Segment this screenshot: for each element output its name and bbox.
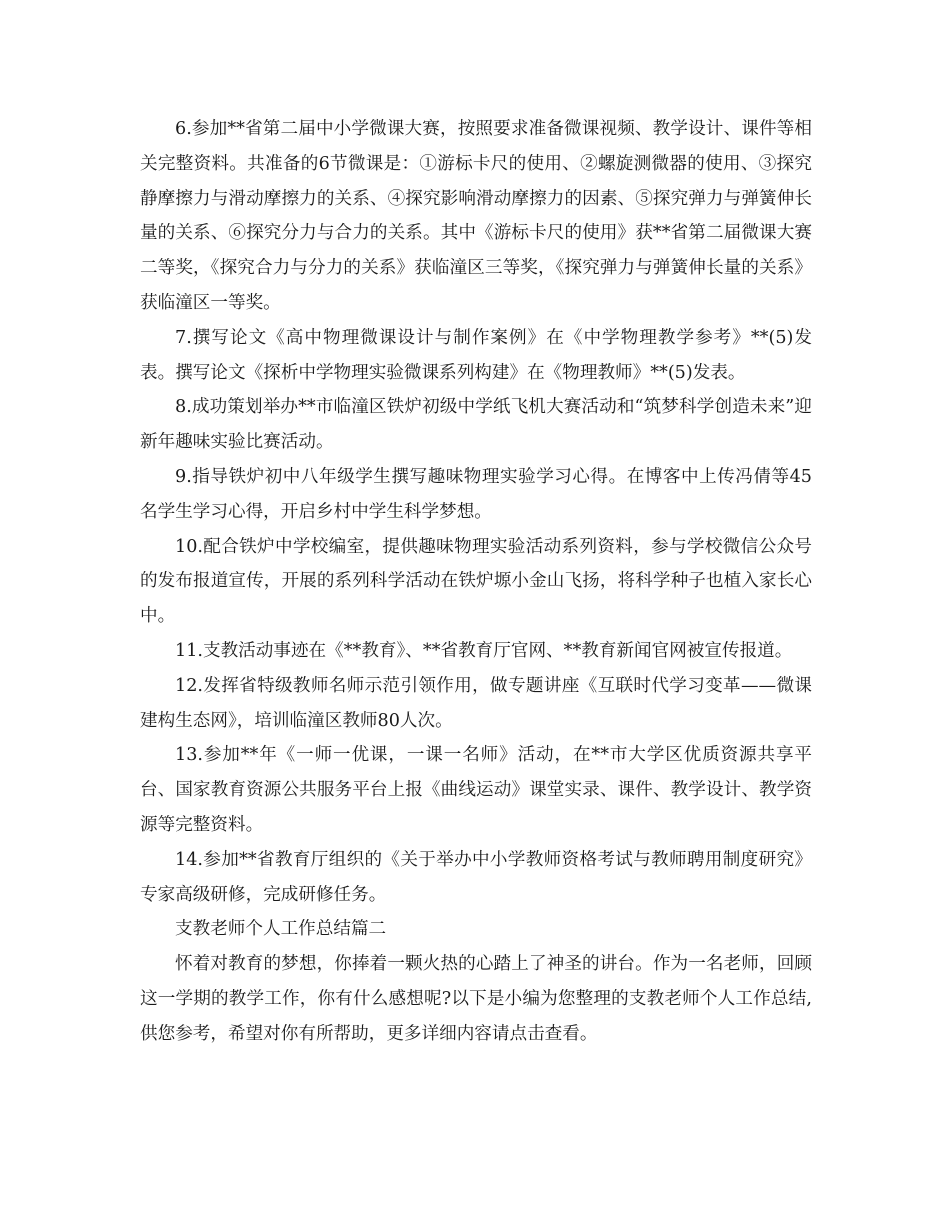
paragraph-item-9: 9.指导铁炉初中八年级学生撰写趣味物理实验学习心得。在博客中上传冯倩等45名学生学习心得，开启乡村中学生科学梦想。 — [140, 466, 812, 522]
paragraph-item-11: 11.支教活动事迹在《**教育》、**省教育厅官网、**教育新闻官网被宣传报道。 — [175, 640, 793, 661]
document-body — [140, 112, 812, 1052]
intro-paragraph: 怀着对教育的梦想，你捧着一颗火热的心踏上了神圣的讲台。作为一名老师，回顾这一学期的教学工作，你有什么感想呢?以下是小编为您整理的支教老师个人工作总结,供您参考，希望对你有所帮助，更多详细内容请点击查看。 — [140, 954, 812, 1044]
paragraph-item-13: 13.参加**年《一师一优课，一课一名师》活动，在**市大学区优质资源共享平台、国家教育资源公共服务平台上报《曲线运动》课堂实录、课件、教学设计、教学资源等完整资料。 — [140, 745, 812, 835]
paragraph-item-14: 14.参加**省教育厅组织的《关于举办中小学教师资格考试与教师聘用制度研究》专家高级研修，完成研修任务。 — [140, 849, 812, 905]
section-heading: 支教老师个人工作总结篇二 — [175, 919, 387, 940]
paragraph-item-10: 10.配合铁炉中学校编室，提供趣味物理实验活动系列资料，参与学校微信公众号的发布报道宣传，开展的系列科学活动在铁炉塬小金山飞扬，将科学种子也植入家长心中。 — [140, 536, 812, 627]
paragraph-item-7: 7.撰写论文《高中物理微课设计与制作案例》在《中学物理教学参考》**(5)发表。撰写论文《探析中学物理实验微课系列构建》在《物理教师》**(5)发表。 — [140, 327, 812, 383]
paragraph-item-6: 6.参加**省第二届中小学微课大赛，按照要求准备微课视频、教学设计、课件等相关完整资料。共准备的6节微课是：①游标卡尺的使用、②螺旋测微器的使用、③探究静摩擦力与滑动摩擦力的关系、④探究影响滑动摩擦力的因素、⑤探究弹力与弹簧伸长量的关系、⑥探究分力与合力的关系。其中《游标卡尺的使用》获**省第二届微课大赛二等奖，《探究合力与分力的关系》获临潼区三等奖，《探究弹力与弹簧伸长量的关系》获临潼区一等奖。 — [140, 119, 812, 313]
paragraph-item-8: 8.成功策划举办**市临潼区铁炉初级中学纸飞机大赛活动和“筑梦科学创造未来”迎新年趣味实验比赛活动。 — [140, 397, 812, 453]
paragraph-item-12: 12.发挥省特级教师名师示范引领作用，做专题讲座《互联时代学习变革——微课建构生态网》，培训临潼区教师80人次。 — [140, 675, 812, 731]
